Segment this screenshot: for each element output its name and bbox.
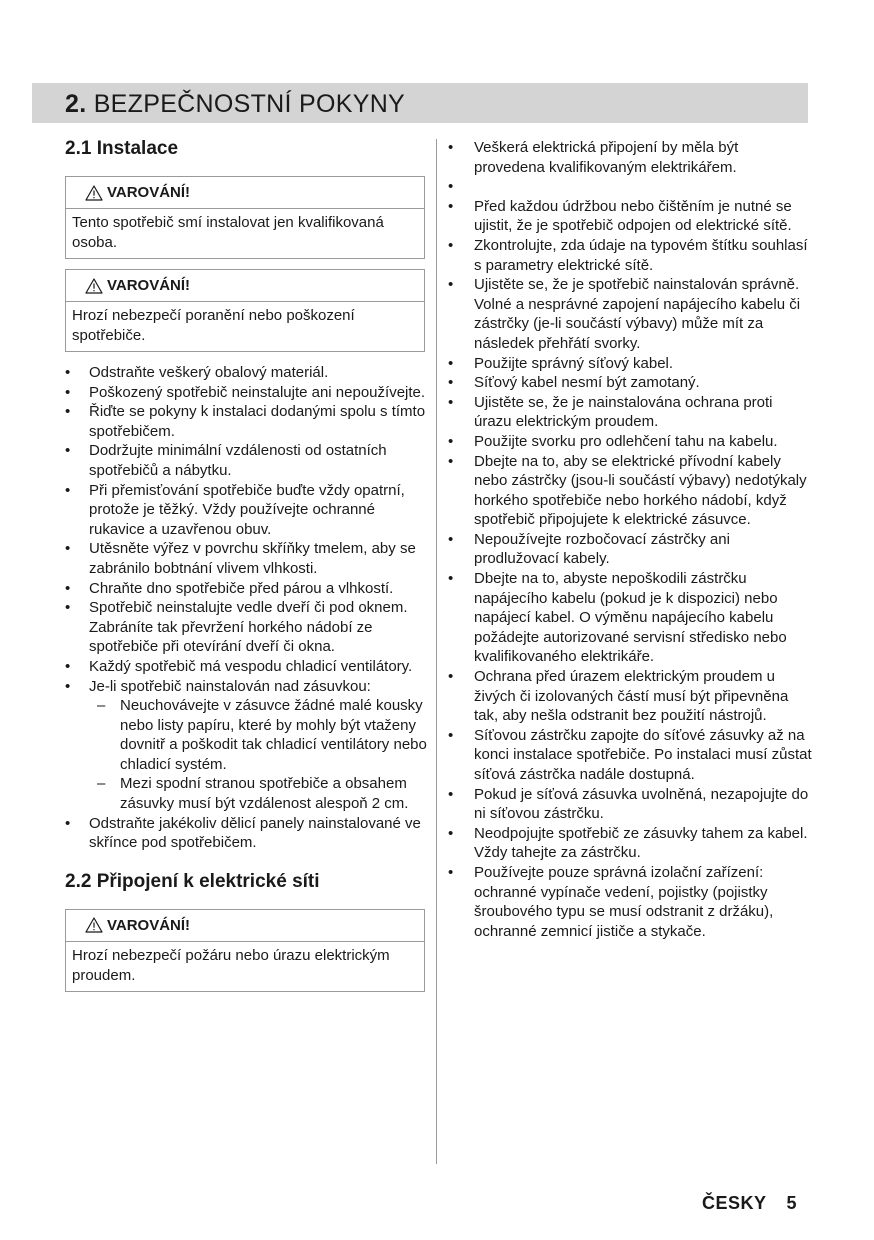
section-heading [65, 91, 405, 117]
section-title: BEZPEČNOSTNÍ POKYNY [93, 90, 406, 118]
warning-label: VAROVÁNÍ! [107, 184, 191, 201]
list-item: • Dbejte na to, abyste nepoškodili zástrčku napájecího kabelu (pokud je k dispozici) nebo napájecí kabel. O výměnu napájecího kabelu požádejte autorizované servisní středisko nebo kvalifikovaného elektrikáře. [448, 570, 787, 666]
list-item: • Síťový kabel nesmí být zamotaný. [448, 374, 700, 392]
list-item: • Při přemisťování spotřebiče buďte vždy opatrní, protože je těžký. Vždy používejte ochranné rukavice a uzavřenou obuv. [65, 481, 405, 538]
warning-triangle-icon [85, 917, 103, 933]
section-number: 2. [65, 90, 87, 118]
list-item: • Ujistěte se, že je spotřebič nainstalován správně. Volné a nesprávné zapojení napájecího kabelu či zástrčky (je-li součástí výbavy) může mít za následek přehřátí svorky. [448, 276, 801, 352]
warning-box [65, 269, 425, 352]
page-number: 5 [786, 1193, 798, 1213]
installation-list [65, 363, 427, 853]
warning-header [66, 177, 424, 209]
list-item: • Odstraňte jakékoliv dělicí panely nainstalované ve skřínce pod spotřebičem. [65, 814, 421, 852]
list-item: • Spotřebič neinstalujte vedle dveří či pod oknem. Zabráníte tak převržení horkého nádobí ze spotřebiče při otevírání dveří či okna. [65, 599, 408, 656]
warning-text: Hrozí nebezpečí poranění nebo poškození spotřebiče. [72, 307, 355, 344]
sub-list-item: – Mezi spodní stranou spotřebiče a obsahem zásuvky musí být vzdálenost alespoň 2 cm. [97, 775, 409, 813]
warning-label: VAROVÁNÍ! [107, 277, 191, 294]
warning-triangle-icon [85, 185, 103, 201]
right-column [448, 138, 813, 941]
warning-text: Tento spotřebič smí instalovat jen kvalifikovaná osoba. [72, 214, 384, 251]
column-divider [436, 139, 437, 1164]
list-item: • Ochrana před úrazem elektrickým proudem u živých či izolovaných částí musí být připevněna tak, aby nešla odstranit bez použití nástrojů. [448, 668, 789, 725]
list-item: • [448, 178, 454, 196]
list-item: • Před každou údržbou nebo čištěním je nutné se ujistit, že je spotřebič odpojen od elektrické sítě. [448, 197, 792, 235]
list-item: • Dbejte na to, aby se elektrické přívodní kabely nebo zástrčky (jsou-li součástí výbavy) nedotýkaly horkého spotřebiče nebo horkého nádobí, když spotřebič připojujete k elektrické zásuvce. [448, 452, 807, 529]
list-item: • Neodpojujte spotřebič ze zásuvky tahem za kabel. Vždy tahejte za zástrčku. [448, 824, 808, 862]
list-item: • Používejte pouze správná izolační zařízení: ochranné vypínače vedení, pojistky (pojistky šroubového typu se musí odstranit z držáku), ochranné zemnicí jističe a stykače. [448, 863, 774, 940]
sub-list [89, 696, 427, 814]
list-item: • Poškozený spotřebič neinstalujte ani nepoužívejte. [65, 383, 426, 401]
electrical-heading: 2.2 Připojení k elektrické síti [65, 870, 320, 892]
list-item: • Je-li spotřebič nainstalován nad zásuvkou: – Neuchovávejte v zásuvce žádné malé kousky nebo listy papíru, které by mohly být vtaženy dovnitř a poškodit tak chladicí ventilátory nebo chladicí systém. – Mezi spodní stranou spotřebiče a obsahem zásuvky musí být vzdálenost alespoň 2 cm. [65, 677, 427, 813]
list-item: • Nepoužívejte rozbočovací zástrčky ani prodlužovací kabely. [448, 530, 730, 568]
list-item: • Řiďte se pokyny k instalaci dodanými spolu s tímto spotřebičem. [65, 403, 426, 440]
warning-box [65, 176, 425, 259]
list-item: • Použijte svorku pro odlehčení tahu na kabelu. [448, 432, 778, 450]
list-item: • Ujistěte se, že je nainstalována ochrana proti úrazu elektrickým proudem. [448, 393, 773, 431]
list-item: • Odstraňte veškerý obalový materiál. [65, 364, 329, 381]
installation-heading: 2.1 Instalace [65, 138, 179, 159]
warning-header [66, 270, 424, 302]
list-item: • Chraňte dno spotřebiče před párou a vlhkostí. [65, 579, 394, 597]
list-item: • Použijte správný síťový kabel. [448, 354, 674, 372]
list-item: • Zkontrolujte, zda údaje na typovém štítku souhlasí s parametry elektrické sítě. [448, 236, 808, 274]
warning-triangle-icon [85, 278, 103, 294]
list-item: • Pokud je síťová zásuvka uvolněná, nezapojujte do ni síťovou zástrčku. [448, 785, 809, 823]
list-item: • Síťovou zástrčku zapojte do síťové zásuvky až na konci instalace spotřebiče. Po instalaci musí zůstat síťová zástrčka nadále dostupná. [448, 726, 812, 783]
footer-language: ČESKY [702, 1193, 767, 1213]
warning-box [65, 909, 425, 992]
list-item: • Veškerá elektrická připojení by měla být provedena kvalifikovaným elektrikářem. [448, 139, 739, 176]
list-item: • Utěsněte výřez v povrchu skříňky tmelem, aby se zabránilo bobtnání vlivem vlhkosti. [65, 540, 416, 577]
page-footer [702, 1193, 797, 1214]
warning-header [66, 910, 424, 942]
warning-label: VAROVÁNÍ! [107, 916, 191, 934]
electrical-list [448, 138, 813, 941]
sub-list-item: – Neuchovávejte v zásuvce žádné malé kousky nebo listy papíru, které by mohly být vtaženy dovnitř a poškodit tak chladicí ventilátory nebo chladicí systém. [97, 697, 427, 773]
list-item: • Každý spotřebič má vespodu chladicí ventilátory. [65, 657, 413, 675]
list-item: • Dodržujte minimální vzdálenosti od ostatních spotřebičů a nábytku. [65, 442, 387, 479]
warning-text: Hrozí nebezpečí požáru nebo úrazu elektrickým proudem. [72, 946, 390, 984]
section-header-bar [32, 83, 808, 123]
left-column [65, 136, 427, 992]
